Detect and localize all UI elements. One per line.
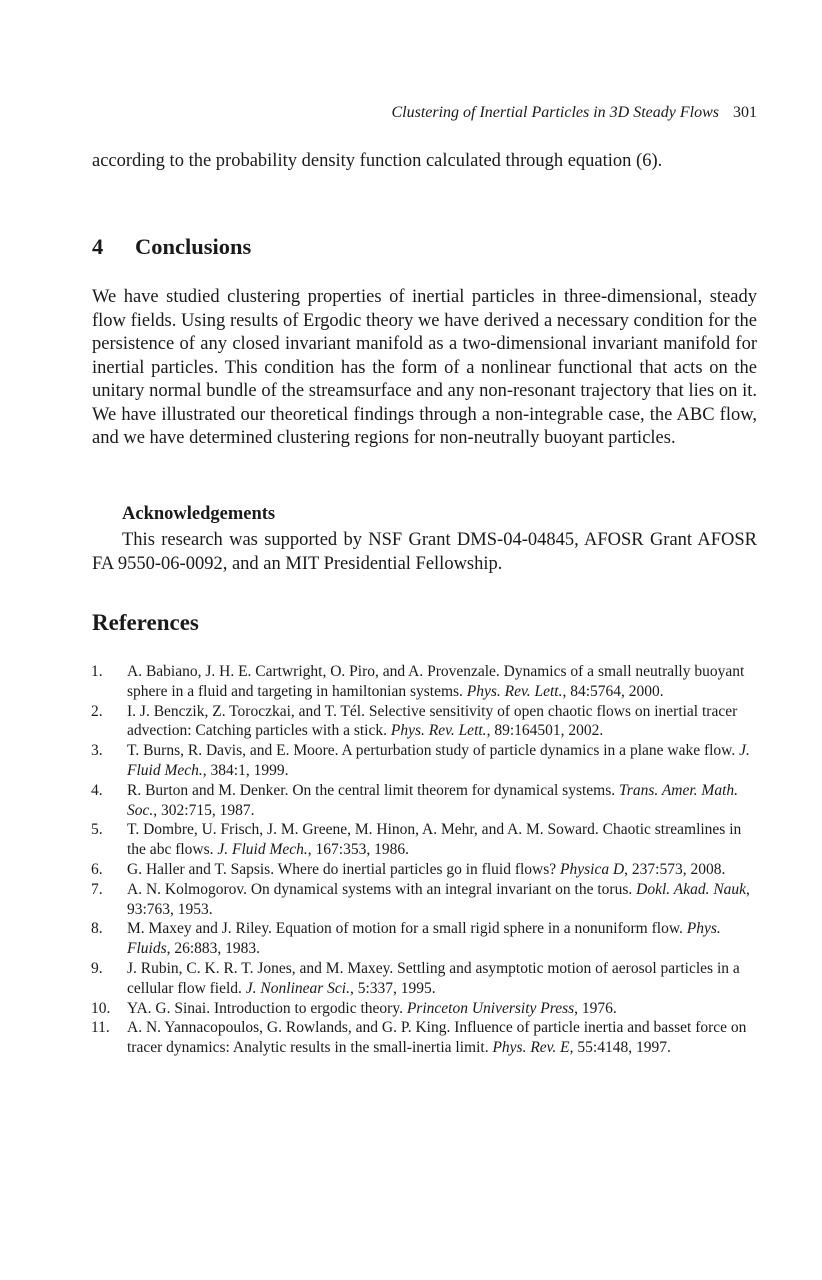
- acknowledgements-heading: Acknowledgements: [122, 504, 276, 524]
- running-head-title: Clustering of Inertial Particles in 3D Steady Flows: [391, 104, 719, 121]
- section-heading: [92, 234, 251, 260]
- reference-item: 5. T. Dombre, U. Frisch, J. M. Greene, M. Hinon, A. Mehr, and A. M. Soward. Chaotic streamlines in the abc flows. J. Fluid Mech., 167:353, 1986.: [91, 821, 742, 859]
- section-title: Conclusions: [135, 234, 252, 259]
- references-heading: References: [92, 610, 199, 635]
- reference-item: 1. A. Babiano, J. H. E. Cartwright, O. Piro, and A. Provenzale. Dynamics of a small neutrally buoyant sphere in a fluid and targeting in hamiltonian systems. Phys. Rev. Lett., 84:5764, 2000.: [91, 663, 745, 700]
- conclusions-paragraph: We have studied clustering properties of inertial particles in three-dimensional, steady flow fields. Using results of Ergodic theory we have derived a necessary condition for the persistence of any closed invariant manifold as a two-dimensional invariant manifold for inertial particles. This condition has the form of a nonlinear functional that acts on the unitary normal bundle of the streamsurface and any non-resonant trajectory that lies on it. We have illustrated our theoretical findings through a non-integrable case, the ABC flow, and we have determined clustering regions for non-neutrally buoyant particles.: [92, 287, 757, 448]
- acknowledgements-paragraph: This research was supported by NSF Grant DMS-04-04845, AFOSR Grant AFOSR FA 9550-06-0092, and an MIT Presidential Fellowship.: [92, 530, 757, 574]
- continuation-paragraph: according to the probability density function calculated through equation (6).: [92, 151, 663, 171]
- reference-item: 4. R. Burton and M. Denker. On the central limit theorem for dynamical systems. Trans. Amer. Math. Soc., 302:715, 1987.: [91, 781, 739, 819]
- reference-item: 2. I. J. Benczik, Z. Toroczkai, and T. Tél. Selective sensitivity of open chaotic flows on inertial tracer advection: Catching particles with a stick. Phys. Rev. Lett., 89:164501, 2002.: [91, 702, 738, 740]
- section-number: 4: [92, 234, 104, 259]
- reference-item: 9. J. Rubin, C. K. R. T. Jones, and M. Maxey. Settling and asymptotic motion of aerosol particles in a cellular flow field. J. Nonlinear Sci., 5:337, 1995.: [91, 959, 740, 997]
- reference-item: 3. T. Burns, R. Davis, and E. Moore. A perturbation study of particle dynamics in a plane wake flow. J. Fluid Mech., 384:1, 1999.: [91, 742, 750, 779]
- reference-item: 7. A. N. Kolmogorov. On dynamical systems with an integral invariant on the torus. Dokl. Akad. Nauk, 93:763, 1953.: [91, 880, 750, 918]
- reference-item: 11. A. N. Yannacopoulos, G. Rowlands, and G. P. King. Influence of particle inertia and basset force on tracer dynamics: Analytic results in the small-inertia limit. Phys. Rev. E, 55:4148, 1997.: [91, 1019, 747, 1057]
- reference-item: 6. G. Haller and T. Sapsis. Where do inertial particles go in fluid flows? Physica D, 237:573, 2008.: [91, 860, 726, 878]
- reference-item: 10. YA. G. Sinai. Introduction to ergodic theory. Princeton University Press, 1976.: [91, 999, 617, 1017]
- references-list: [92, 662, 757, 1058]
- page-number: 301: [733, 104, 757, 121]
- running-head: [391, 104, 757, 122]
- reference-item: 8. M. Maxey and J. Riley. Equation of motion for a small rigid sphere in a nonuniform flow. Phys. Fluids, 26:883, 1983.: [91, 920, 721, 958]
